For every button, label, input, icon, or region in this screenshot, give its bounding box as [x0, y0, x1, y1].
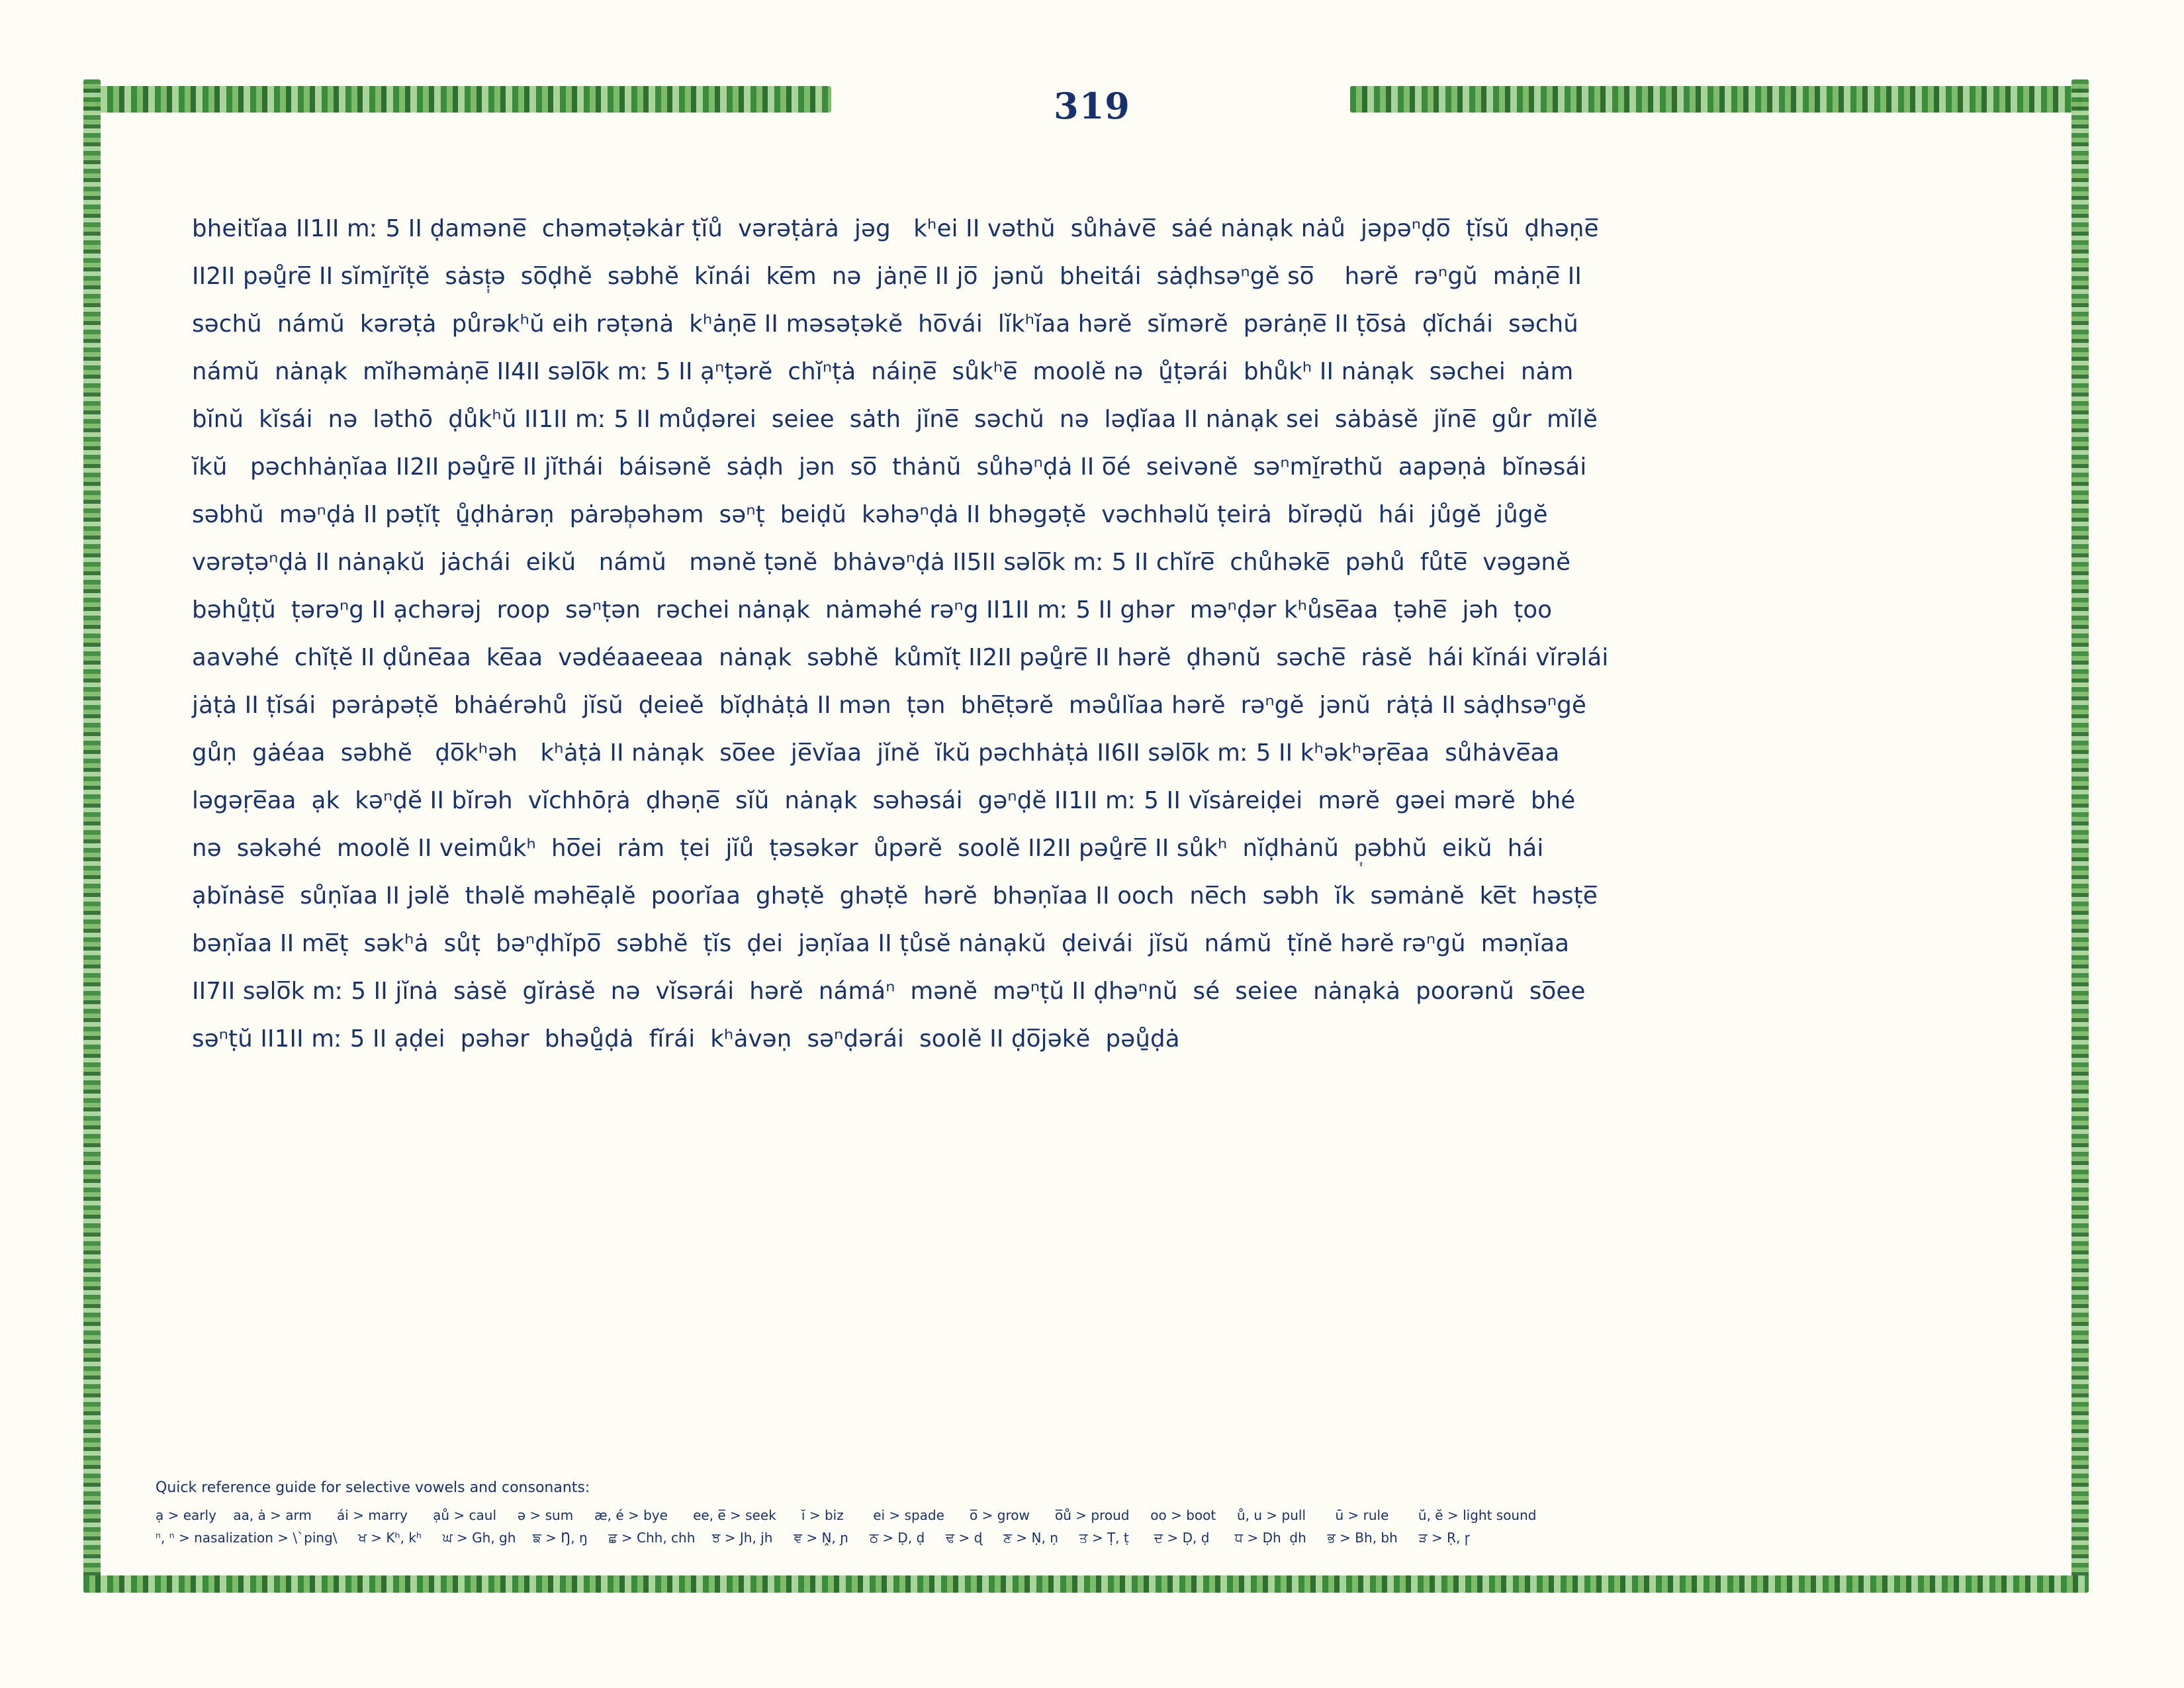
text-line: gůṇ gȧéaa səbhĕ ḍo̅kʰəh kʰȧṭȧ II nȧnạk so̅ee je̅vĭaa jĭnĕ ĭkŭ pəchhȧṭȧ II6II səlo̅k mː 5 II kʰəkʰəṛe̅aa sůhȧve̅aa — [192, 739, 1560, 767]
left-border-ornament — [83, 79, 101, 1589]
text-line: bəṇĭaa II me̅ṭ səkʰȧ sůṭ bəⁿḍhĭpo̅ səbhĕ ṭĭs ḍei jəṇĭaa II ṭůsĕ nȧnạkŭ ḍeivái jĭsŭ námŭ ṭĭnĕ hərĕ rəⁿgŭ məṇĭaa — [192, 930, 1570, 957]
text-line: aavəhé chĭṭĕ II ḍůne̅aa ke̅aa vədéaaeeaa nȧnạk səbhĕ kůmĭṭ II2II pəů̱re̅ II hərĕ ḍhənŭ səche̅ rȧsĕ hái kĭnái vĭrəlái — [192, 644, 1609, 671]
text-line: səchŭ námŭ kərəṭȧ půrəkʰŭ eih rəṭənȧ kʰȧṇe̅ II məsəṭəkĕ ho̅vái lĭkʰĭaa hərĕ sĭmərĕ pərȧṇe̅ II ṭo̅sȧ ḍĭchái səchŭ — [192, 310, 1578, 338]
legend-consonants-row: ⁿ, ⁿ > nasalization > \ˋping\ ਖ > Kʰ, kʰ ਘ > Gh, gh ਙ > Ŋ, ŋ ਛ > Chh, chh ਝ > Jh, jh ਞ > Ṋ, ɲ ਠ > Ḍ, ḍ ਢ > ɖ ਣ > Ṇ, ṇ ਤ > Ṭ, ṭ ਦ > Ḍ, ḍ ਧ > Ḍh ḍh ਭ > Bh, bh ੜ > Ṛ, ɼ — [156, 1530, 1470, 1546]
text-line: bəhů̱ṭŭ ṭərəⁿg II ạchərəj roop səⁿṭən rəchei nȧnạk nȧməhé rəⁿg II1II mː 5 II ghər məⁿḍər kʰůse̅aa ṭəhe̅ jəh ṭoo — [192, 596, 1553, 624]
text-line: námŭ nȧnạk mĭhəmȧṇe̅ II4II səlo̅k mː 5 II ạⁿṭərĕ chĭⁿṭȧ náiṇe̅ sůkʰe̅ moolĕ nə ů̱ṭərái bhůkʰ II nȧnạk səchei nȧm — [192, 358, 1574, 385]
text-line: II7II səlo̅k mː 5 II jĭnȧ sȧsĕ gĭrȧsĕ nə vĭsərái hərĕ námáⁿ mənĕ məⁿṭŭ II ḍhəⁿnŭ sé seiee nȧnạkȧ poorənŭ so̅ee — [192, 978, 1586, 1005]
text-line: ləgəṛe̅aa ạk kəⁿḍĕ II bĭrəh vĭchhōṛȧ ḍhəṇe̅ sĭŭ nȧnạk səhəsái gəⁿḍĕ II1II mː 5 II vĭsȧreiḍei mərĕ gəei mərĕ bhé — [192, 787, 1576, 814]
text-line: səⁿṭŭ II1II mː 5 II ạḍei pəhər bhəů̱ḍȧ fĭrái kʰȧvəṇ səⁿḍərái soolĕ II ḍo̅jəkĕ pəů̱ḍȧ — [192, 1025, 1180, 1053]
text-line: ạbĭnȧse̅ sůṇĭaa II jəlĕ thəlĕ məhe̅ạlĕ poorĭaa ghəṭĕ ghəṭĕ hərĕ bhəṇĭaa II ooch ne̅ch səbh ĭk səmȧnĕ ke̅t həsṭe̅ — [192, 882, 1598, 910]
legend-title: Quick reference guide for selective vowels and consonants: — [156, 1479, 590, 1496]
text-line: səbhŭ məⁿḍȧ II pəṭĭṭ ů̱ḍhȧrəṇ pȧrəb᷂əhəm səⁿṭ beiḍŭ kəhəⁿḍȧ II bhəgəṭĕ vəchhəlŭ ṭeirȧ bĭrəḍŭ hái jůgĕ jůgĕ — [192, 501, 1548, 528]
text-line: bĭnŭ kĭsái nə ləthō ḍůkʰŭ II1II mː 5 II můḍərei seiee sȧth jĭne̅ səchŭ nə ləḍĭaa II nȧnạk sei sȧbȧsĕ jĭne̅ gůr mĭlĕ — [192, 406, 1598, 433]
text-line: bheitĭaa II1II mː 5 II ḍaməne̅ chəməṭəkȧr ṭĭů vərəṭȧrȧ jəg kʰei II vəthŭ sůhȧve̅ sȧé nȧnạk nȧů jəpəⁿḍo̅ ṭĭsŭ ḍhəṇe̅ — [192, 215, 1599, 242]
text-line: ĭkŭ pəchhȧṇĭaa II2II pəů̱re̅ II jĭthái báisənĕ sȧḍh jən so̅ thȧnŭ sůhəⁿḍȧ II o̅é seivənĕ səⁿmĭ̱rəthŭ aapəṇȧ bĭnəsái — [192, 453, 1587, 481]
legend-vowels-row: ạ > early aa, ȧ > arm ái > marry ạů > caul ə > sum æ, é > bye ee, e̅ > seek ĭ > biz ei > spade o̅ > grow o̅ů > proud oo > boot ů, u > pull ū > rule ŭ, ĕ > light sound — [156, 1507, 1537, 1523]
text-line: vərəṭəⁿḍȧ II nȧnạkŭ jȧchái eikŭ námŭ mənĕ ṭənĕ bhȧvəⁿḍȧ II5II səlo̅k mː 5 II chĭre̅ chůhəke̅ pəhů fůte̅ vəgənĕ — [192, 549, 1571, 576]
bottom-border-ornament — [83, 1575, 2089, 1593]
text-line: II2II pəů̱re̅ II sĭmĭ̱rĭṭĕ sȧsṭ᷂ə so̅ḍhĕ səbhĕ kĭnái ke̅m nə jȧṇe̅ II jo̅ jənŭ bheitái sȧḍhsəⁿgĕ so̅ hərĕ rəⁿgŭ mȧṇe̅ II — [192, 263, 1582, 290]
text-line: nə səkəhé moolĕ II veimůkʰ ho̅ei rȧm ṭei jĭů ṭəsəkər ůpərĕ soolĕ II2II pəů̱re̅ II sůkʰ nĭḍhȧnŭ p᷂əbhŭ eikŭ hái — [192, 835, 1544, 862]
right-border-ornament — [2071, 79, 2089, 1589]
text-line: jȧṭȧ II ṭĭsái pərȧpəṭĕ bhȧérəhů jĭsŭ ḍeieĕ bĭḍhȧṭȧ II mən ṭən bhe̅ṭərĕ məůlĭaa hərĕ rəⁿgĕ jənŭ rȧṭȧ II sȧḍhsəⁿgĕ — [192, 692, 1587, 719]
transliteration-text-block — [192, 205, 2005, 1063]
quick-reference-legend — [156, 1479, 2075, 1549]
page-number: 319 — [1054, 85, 1130, 127]
